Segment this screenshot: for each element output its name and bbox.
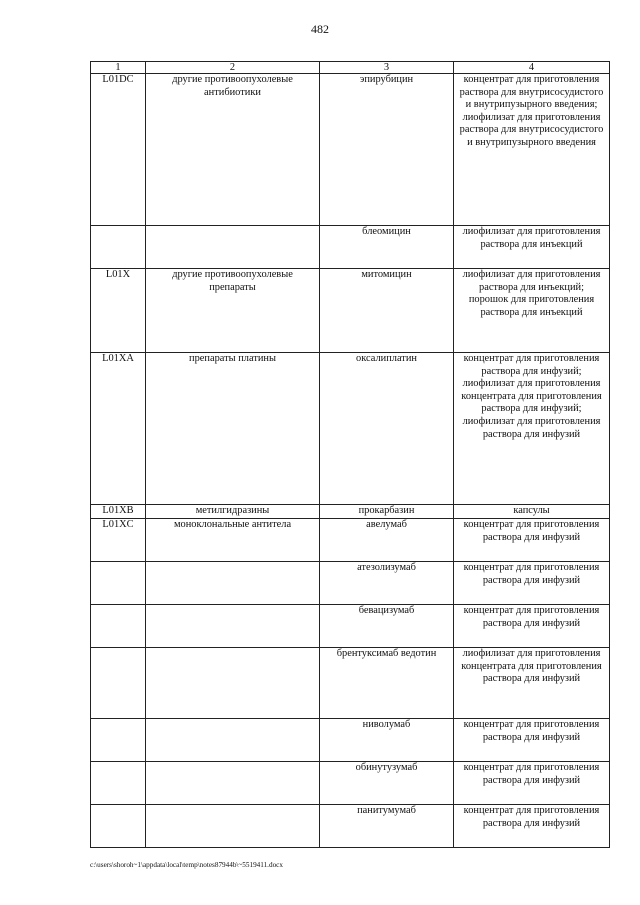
table-row	[91, 805, 610, 848]
dosage-form-cell: концентрат для приготовления раствора для инфузий	[454, 719, 610, 762]
group-name-cell	[146, 562, 320, 605]
drug-name-cell: бевацизумаб	[320, 605, 454, 648]
table-body	[91, 74, 610, 848]
group-name-cell: другие противоопухолевые препараты	[146, 269, 320, 353]
atc-code-cell	[91, 805, 146, 848]
header-col-2: 2	[146, 62, 320, 74]
drug-name-cell: митомицин	[320, 269, 454, 353]
drug-name-cell: атезолизумаб	[320, 562, 454, 605]
footer-file-path: c:\users\shoroh~1\appdata\local\temp\notes87944b\~5519411.docx	[90, 861, 283, 869]
group-name-cell	[146, 226, 320, 269]
group-name-cell	[146, 719, 320, 762]
dosage-form-cell: концентрат для приготовления раствора для внутрисосудистого и внутрипузырного введения; лиофилизат для приготовления раствора для внутрисосудистого и внутрипузырного введения	[454, 74, 610, 226]
table-header-row	[91, 62, 610, 74]
drug-name-cell: панитумумаб	[320, 805, 454, 848]
dosage-form-cell: лиофилизат для приготовления раствора для инъекций; порошок для приготовления раствора для инъекций	[454, 269, 610, 353]
atc-code-cell	[91, 719, 146, 762]
atc-code-cell: L01XB	[91, 505, 146, 519]
atc-code-cell	[91, 226, 146, 269]
dosage-form-cell: концентрат для приготовления раствора для инфузий	[454, 605, 610, 648]
group-name-cell: препараты платины	[146, 353, 320, 505]
table-row	[91, 719, 610, 762]
header-col-4: 4	[454, 62, 610, 74]
atc-code-cell	[91, 605, 146, 648]
atc-code-cell: L01XA	[91, 353, 146, 505]
dosage-form-cell: концентрат для приготовления раствора для инфузий	[454, 805, 610, 848]
group-name-cell: моноклональные антитела	[146, 519, 320, 562]
atc-code-cell: L01XC	[91, 519, 146, 562]
atc-code-cell	[91, 562, 146, 605]
group-name-cell	[146, 805, 320, 848]
page-number: 482	[311, 22, 329, 36]
table-row	[91, 353, 610, 505]
table-row	[91, 74, 610, 226]
table-row	[91, 505, 610, 519]
drug-name-cell: эпирубицин	[320, 74, 454, 226]
drug-name-cell: оксалиплатин	[320, 353, 454, 505]
atc-code-cell	[91, 762, 146, 805]
dosage-form-cell: концентрат для приготовления раствора для инфузий; лиофилизат для приготовления концентрата для приготовления раствора для инфузий; лиофилизат для приготовления раствора для инфузий	[454, 353, 610, 505]
table-row	[91, 648, 610, 719]
drug-name-cell: обинутузумаб	[320, 762, 454, 805]
atc-code-cell: L01X	[91, 269, 146, 353]
drug-name-cell: авелумаб	[320, 519, 454, 562]
dosage-form-cell: концентрат для приготовления раствора для инфузий	[454, 562, 610, 605]
header-col-1: 1	[91, 62, 146, 74]
dosage-form-cell: лиофилизат для приготовления концентрата для приготовления раствора для инфузий	[454, 648, 610, 719]
dosage-form-cell: концентрат для приготовления раствора для инфузий	[454, 519, 610, 562]
table-row	[91, 269, 610, 353]
table-row	[91, 562, 610, 605]
group-name-cell	[146, 648, 320, 719]
drug-table	[90, 61, 610, 848]
drug-name-cell: ниволумаб	[320, 719, 454, 762]
drug-name-cell: прокарбазин	[320, 505, 454, 519]
atc-code-cell: L01DC	[91, 74, 146, 226]
drug-name-cell: брентуксимаб ведотин	[320, 648, 454, 719]
group-name-cell: другие противоопухолевые антибиотики	[146, 74, 320, 226]
group-name-cell: метилгидразины	[146, 505, 320, 519]
dosage-form-cell: лиофилизат для приготовления раствора для инъекций	[454, 226, 610, 269]
group-name-cell	[146, 762, 320, 805]
group-name-cell	[146, 605, 320, 648]
table-row	[91, 762, 610, 805]
dosage-form-cell: концентрат для приготовления раствора для инфузий	[454, 762, 610, 805]
atc-code-cell	[91, 648, 146, 719]
table-row	[91, 226, 610, 269]
dosage-form-cell: капсулы	[454, 505, 610, 519]
table-row	[91, 519, 610, 562]
header-col-3: 3	[320, 62, 454, 74]
table-row	[91, 605, 610, 648]
drug-name-cell: блеомицин	[320, 226, 454, 269]
